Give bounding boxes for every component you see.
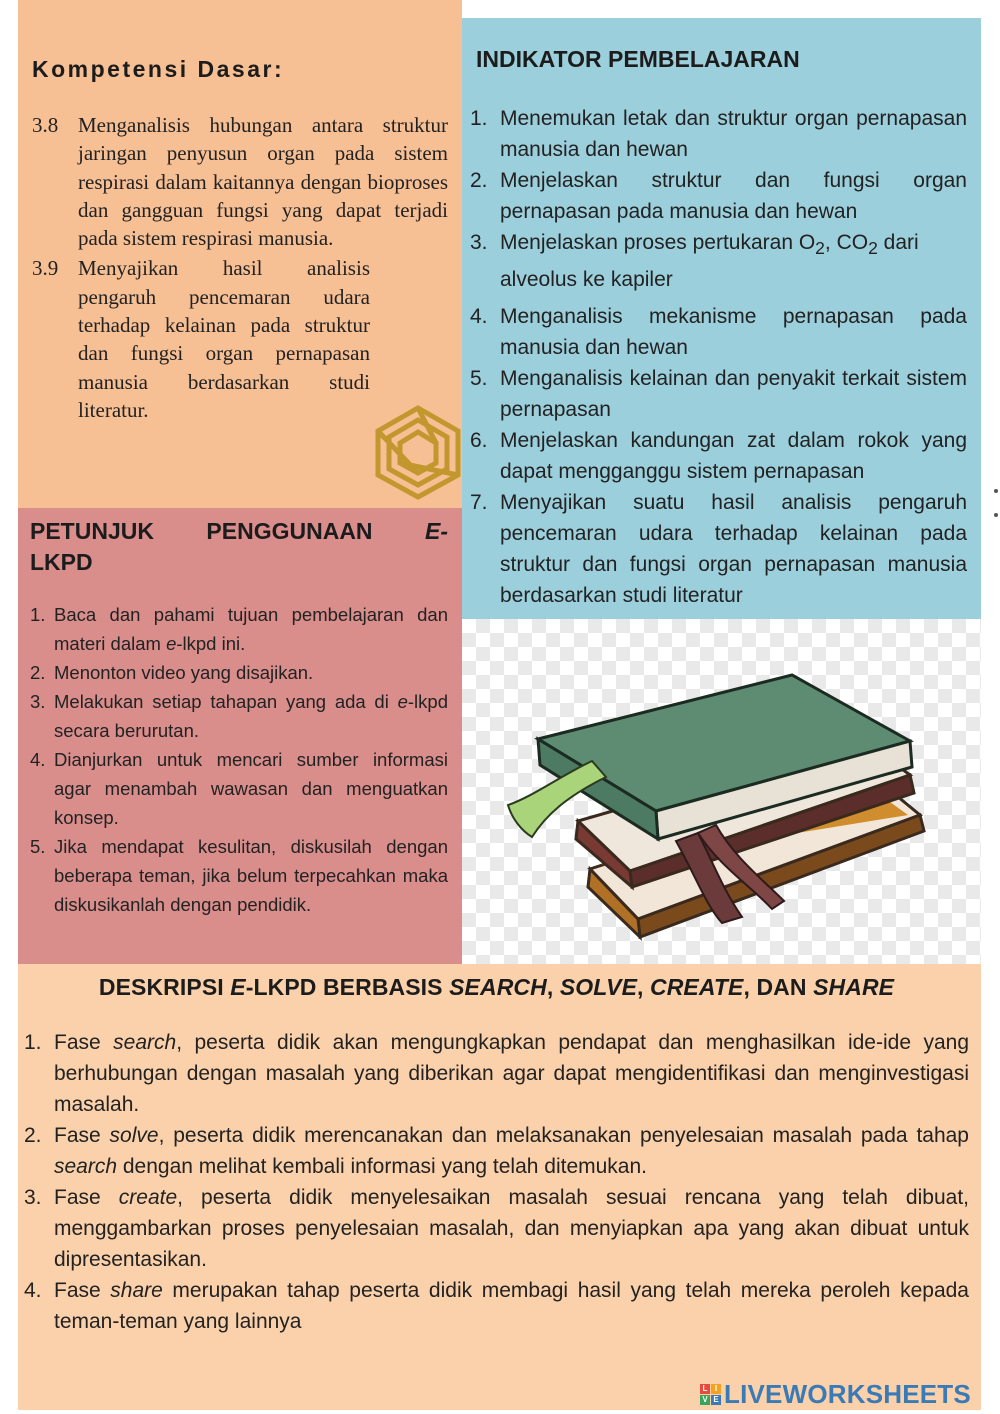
list-item-text: Fase create, peserta didik menyelesaikan masalah sesuai rencana yang telah dibuat, menggambarkan proses penyelesaian masalah, dan menyiapkan apa yang akan dibuat untuk dipresentasikan. <box>54 1186 969 1271</box>
list-item <box>470 301 967 363</box>
petunjuk-list <box>30 600 448 919</box>
deskripsi-title: DESKRIPSI E-LKPD BERBASIS SEARCH, SOLVE, CREATE, DAN SHARE <box>98 974 895 1000</box>
list-item <box>30 745 448 832</box>
list-item-number: 4. <box>470 305 488 329</box>
list-item-number: 3. <box>30 691 46 712</box>
indikator-section <box>462 18 981 619</box>
indikator-title: INDIKATOR PEMBELAJARAN <box>476 46 800 72</box>
list-item-text: Menganalisis kelainan dan penyakit terkait sistem pernapasan <box>500 367 967 422</box>
list-item <box>24 1182 969 1275</box>
list-item <box>470 103 967 165</box>
list-item-number: 3. <box>470 231 488 254</box>
list-item-text: Dianjurkan untuk mencari sumber informasi agar menambah wawasan dan menguatkan konsep. <box>54 749 448 828</box>
petunjuk-title-e: E- <box>425 518 448 544</box>
kompetensi-item-number: 3.9 <box>32 256 59 281</box>
petunjuk-section <box>18 508 462 964</box>
list-item-number: 2. <box>470 169 488 192</box>
kompetensi-item <box>32 254 370 424</box>
list-item <box>470 487 967 611</box>
list-item-text: Jika mendapat kesulitan, diskusilah dengan beberapa teman, jika belum terpecahkan maka diskusikanlah dengan pendidik. <box>54 836 448 915</box>
list-item-number: 3. <box>24 1186 42 1209</box>
list-item-number: 6. <box>470 429 488 453</box>
hexagon-logo-icon <box>372 404 464 500</box>
list-item-text: Menjelaskan proses pertukaran $O_2$, $CO_2$ dari alveolus ke kapiler <box>500 231 919 292</box>
list-item-number: 4. <box>24 1279 42 1302</box>
list-item-text: Baca dan pahami tujuan pembelajaran dan materi dalam e-lkpd ini. <box>54 604 448 654</box>
list-item <box>24 1120 969 1182</box>
list-item-number: 5. <box>470 367 488 391</box>
list-item <box>30 600 448 658</box>
stack-of-books-icon <box>462 619 981 966</box>
books-illustration <box>462 619 981 966</box>
list-item-text: Fase share merupakan tahap peserta didik membagi hasil yang telah mereka peroleh kepada teman-teman yang lainnya <box>54 1279 969 1333</box>
list-item-text: Menganalisis mekanisme pernapasan pada manusia dan hewan <box>500 305 967 360</box>
list-item-number: 5. <box>30 836 46 857</box>
list-item-number: 1. <box>30 604 46 625</box>
kompetensi-item-text: Menganalisis hubungan antara struktur jaringan penyusun organ pada sistem respirasi dalam kaitannya dengan bioproses dan gangguan fungsi yang dapat terjadi pada sistem respirasi manusia. <box>78 113 448 251</box>
list-item <box>30 687 448 745</box>
list-item <box>30 658 448 687</box>
ellipsis-dots-icon <box>993 488 999 518</box>
list-item-number: 4. <box>30 749 46 770</box>
list-item-text: Menonton video yang disajikan. <box>54 662 314 683</box>
kompetensi-item <box>32 111 448 252</box>
list-item-number: 1. <box>470 107 488 130</box>
petunjuk-title-lkpd: LKPD <box>30 549 93 575</box>
list-item <box>24 1275 969 1337</box>
list-item-text: Fase search, peserta didik akan mengungkapkan pendapat dan menghasilkan ide-ide yang berhubungan dengan masalah yang diberikan agar dapat mengidentifikasi dan menginvestigasi masalah. <box>54 1031 969 1116</box>
list-item <box>470 165 967 227</box>
petunjuk-title <box>30 516 448 578</box>
list-item-number: 1. <box>24 1031 42 1054</box>
list-item-number: 2. <box>24 1124 42 1147</box>
liveworksheets-logo-icon: L I V E <box>700 1384 721 1405</box>
list-item <box>470 363 967 425</box>
list-item <box>24 1027 969 1120</box>
list-item <box>470 227 967 295</box>
list-item-text: Menjelaskan kandungan zat dalam rokok yang dapat mengganggu sistem pernapasan <box>500 429 967 484</box>
watermark-text: LIVEWORKSHEETS <box>724 1378 971 1409</box>
petunjuk-title-main: PETUNJUK PENGGUNAAN <box>30 518 373 544</box>
list-item-text: Fase solve, peserta didik merencanakan dan melaksanakan penyelesaian masalah pada tahap search dengan melihat kembali informasi yang telah ditemukan. <box>54 1124 969 1178</box>
list-item-text: Melakukan setiap tahapan yang ada di e-lkpd secara berurutan. <box>54 691 448 741</box>
list-item-number: 2. <box>30 662 46 683</box>
deskripsi-section <box>18 964 981 1410</box>
kompetensi-item-text: Menyajikan hasil analisis pengaruh pencemaran udara terhadap kelainan pada struktur dan fungsi organ pernapasan manusia berdasarkan studi literatur. <box>78 256 370 422</box>
list-item-text: Menyajikan suatu hasil analisis pengaruh pencemaran udara terhadap kelainan pada struktur dan fungsi organ pernapasan manusia berdasarkan studi literatur <box>500 491 967 608</box>
list-item <box>470 425 967 487</box>
list-item-text: Menemukan letak dan struktur organ pernapasan manusia dan hewan <box>500 107 967 161</box>
list-item-text: Menjelaskan struktur dan fungsi organ pernapasan pada manusia dan hewan <box>500 169 967 223</box>
liveworksheets-watermark <box>700 1380 971 1408</box>
list-item-number: 7. <box>470 491 488 515</box>
kompetensi-item-number: 3.8 <box>32 113 59 137</box>
list-item <box>30 832 448 919</box>
kompetensi-dasar-title: Kompetensi Dasar: <box>32 56 285 82</box>
